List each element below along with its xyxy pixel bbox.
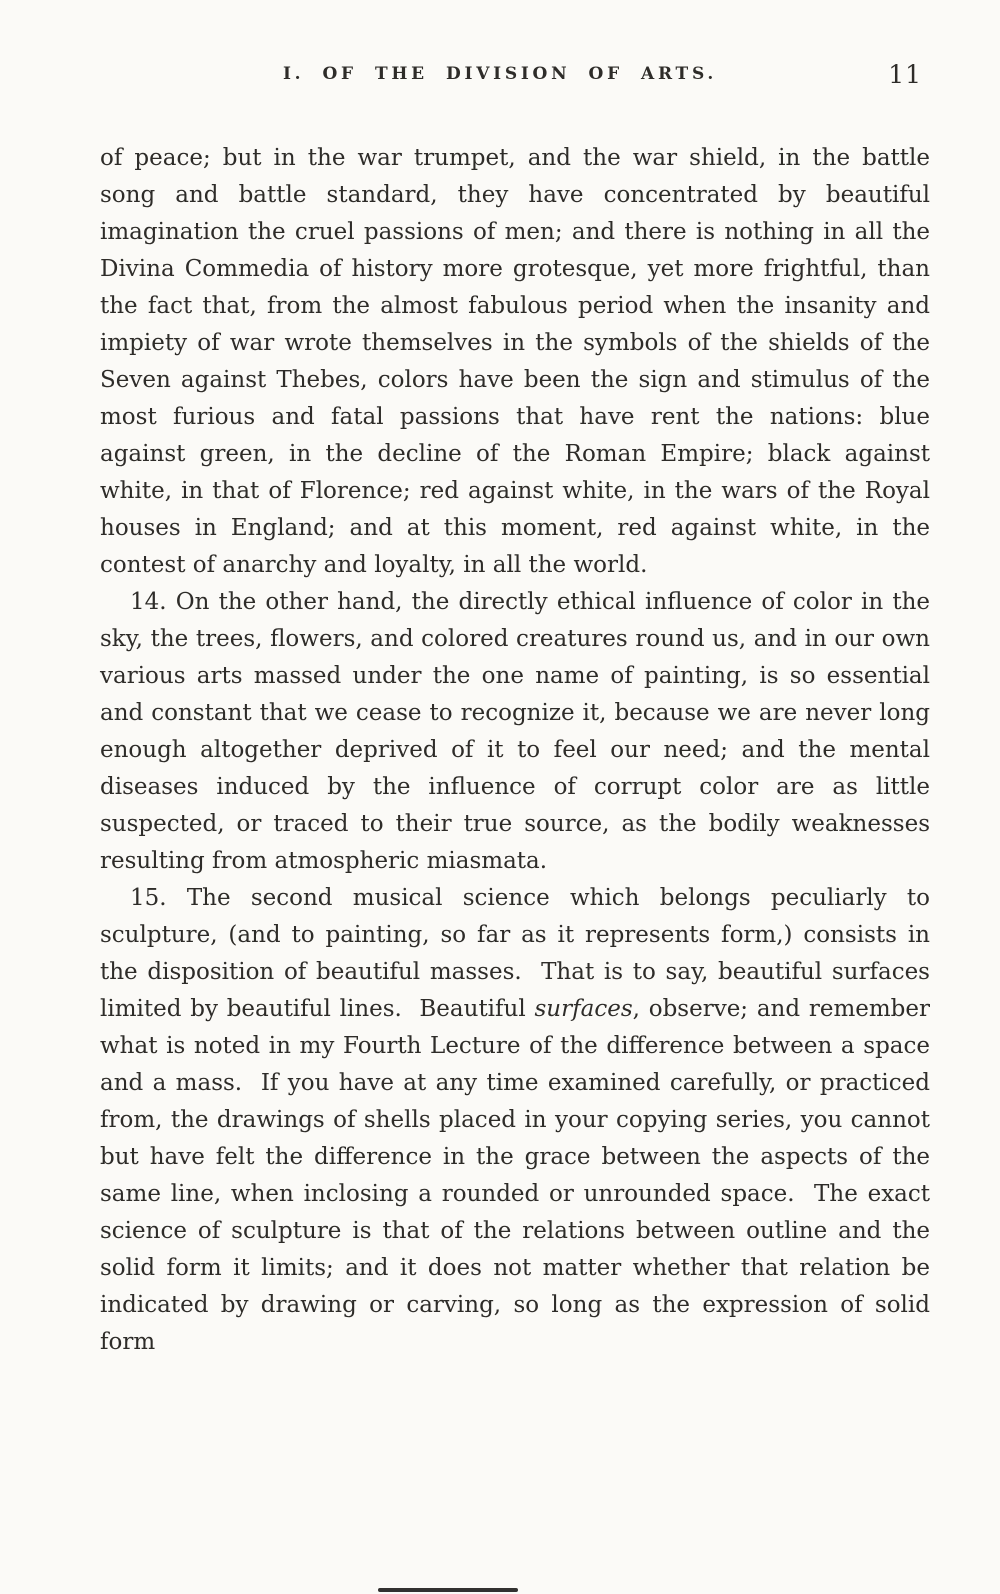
- text-segment: of peace; but in the war trumpet, and the war shield, in the battle song and battle standard, they have concentrated by beautiful imagination the cruel passions of men; and there is nothing in all the Divina Commedia of history more grotesque, yet more frightful, than the fact that, from the almost fabulous period when the insanity and impiety of war wrote themselves in the symbols of the shields of the Seven against Thebes, colors have been the sign and stimulus of the most furious and fatal passions that have rent the nations: blue against green, in the decline of the Roman Empire; black against white, in that of Florence; red against white, in the wars of the Royal houses in England; and at this moment, red against white, in the contest of anarchy and loyalty, in all the world.: [100, 145, 938, 578]
- italic-text-segment: surfaces: [534, 996, 633, 1022]
- paragraph-14: [100, 584, 938, 880]
- text-segment: 15. The second musical science which belongs peculiarly to sculpture, (and to painting, so far as it represents form,) consists in the disposition of beautiful masses. That is to say, beautiful surfaces limited by beautiful lines. Beautiful: [100, 885, 938, 1022]
- text-block: [100, 140, 938, 1361]
- scan-artifact: [378, 1588, 518, 1592]
- page-number: 11: [888, 60, 922, 89]
- text-segment: 14. On the other hand, the directly ethical influence of color in the sky, the trees, flowers, and colored creatures round us, and in our own various arts massed under the one name of painting, is so essential and constant that we cease to recognize it, because we are never long enough altogether deprived of it to feel our need; and the mental diseases induced by the influence of corrupt color are as little suspected, or traced to their true source, as the bodily weaknesses resulting from atmospheric miasmata.: [100, 589, 938, 874]
- text-segment: , observe; and remember what is noted in my Fourth Lecture of the difference between a space and a mass. If you have at any time examined carefully, or practiced from, the drawings of shells placed in your copying series, you cannot but have felt the difference in the grace between the aspects of the same line, when inclosing a rounded or unrounded space. The exact science of sculpture is that of the relations between outline and the solid form it limits; and it does not matter whether that relation be indicated by drawing or carving, so long as the expression of solid form: [100, 996, 938, 1355]
- paragraph-15: [100, 880, 938, 1361]
- page-header: [100, 60, 930, 94]
- paragraph-continuation: [100, 140, 938, 584]
- running-title: I. OF THE DIVISION OF ARTS.: [282, 64, 718, 84]
